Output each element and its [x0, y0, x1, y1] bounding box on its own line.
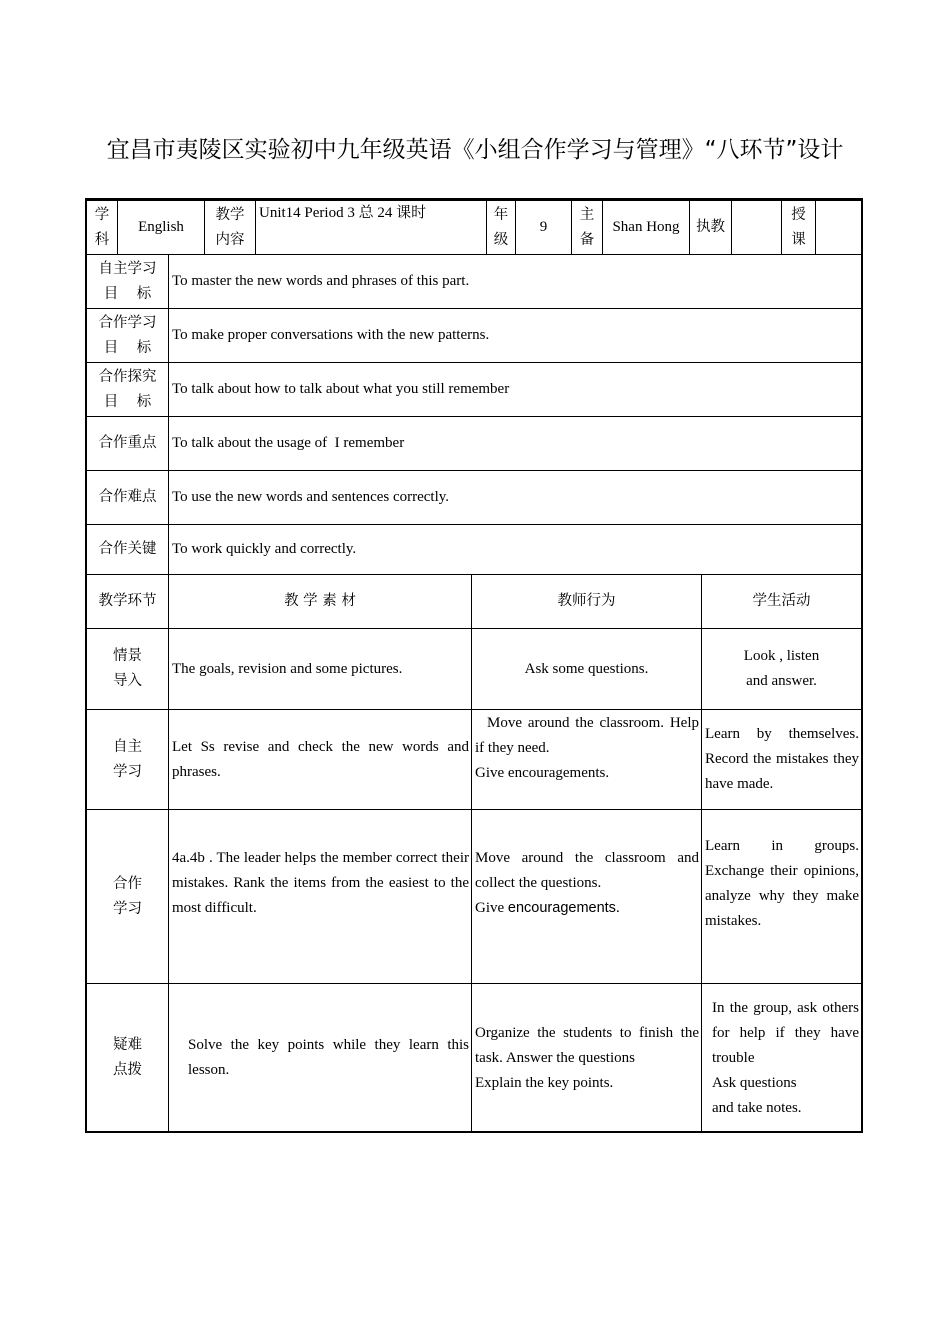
stage-material-cell [168, 709, 472, 810]
stage-teacher-cell [471, 983, 702, 1133]
stage-material-cell [168, 809, 472, 984]
stage-teacher: Move around the classroom. Help if they need. [475, 715, 699, 756]
stage-material: 4a.4b . The leader helps the member correct their mistakes. Rank the items from the easiest to the most difficult. [172, 850, 469, 916]
stage-material: Let Ss revise and check the new words and phrases. [172, 738, 469, 780]
stage-label: 自主 学习 [86, 709, 169, 810]
stage-teacher: Give encouragements. [475, 765, 610, 781]
goal-text: To talk about the usage of I remember [168, 416, 862, 471]
goal-text: To make proper conversations with the new patterns. [168, 308, 862, 363]
stage-student-cell [701, 809, 862, 984]
goal-label: 合作重点 [86, 416, 169, 471]
grade-value: 9 [515, 200, 572, 255]
column-header-student: 学生活动 [701, 574, 862, 629]
stage-teacher: Explain the key points. [475, 1075, 614, 1091]
stage-teacher: Organize the students to finish the task. Answer the questions [475, 1025, 699, 1066]
stage-teacher: encouragements [507, 900, 616, 916]
page-title: 宜昌市夷陵区实验初中九年级英语《小组合作学习与管理》“八环节”设计 [106, 137, 844, 163]
content-label: 教学 内容 [204, 200, 256, 255]
goal-label: 合作关键 [86, 524, 169, 575]
teacher-label: 执教 [689, 200, 732, 255]
stage-teacher-cell [471, 709, 702, 810]
column-header-material: 教 学 素 材 [168, 574, 472, 629]
teach-value [815, 200, 862, 255]
stage-student: Ask questions [712, 1075, 797, 1091]
stage-student: Look , listen and answer. [701, 628, 862, 710]
stage-student: Learn by themselves. Record the mistakes they have made. [705, 726, 859, 792]
goal-label: 合作难点 [86, 470, 169, 525]
stage-label: 情景 导入 [86, 628, 169, 710]
column-header-teacher: 教师行为 [471, 574, 702, 629]
teach-label: 授 课 [781, 200, 816, 255]
goal-label: 自主学习 目 标 [86, 254, 169, 309]
lead-label: 主 备 [571, 200, 603, 255]
teacher-value [731, 200, 782, 255]
goal-text: To work quickly and correctly. [168, 524, 862, 575]
content-value: Unit14 Period 3 总 24 课时 [255, 200, 487, 255]
goal-label: 合作探究 目 标 [86, 362, 169, 417]
grade-label: 年 级 [486, 200, 516, 255]
stage-teacher-line [475, 896, 699, 921]
stage-student: Learn in groups. Exchange their opinions, analyze why they make mistakes. [705, 838, 859, 929]
stage-student-cell [701, 709, 862, 810]
stage-label: 疑难 点拨 [86, 983, 169, 1133]
stage-teacher: Move around the classroom and collect the questions. [475, 850, 699, 891]
subject-value: English [117, 200, 205, 255]
subject-label: 学 科 [86, 200, 118, 255]
stage-student: and take notes. [712, 1100, 802, 1116]
stage-label: 合作 学习 [86, 809, 169, 984]
goal-text: To talk about how to talk about what you still remember [168, 362, 862, 417]
stage-teacher: Give [475, 900, 508, 916]
goal-label: 合作学习 目 标 [86, 308, 169, 363]
stage-teacher: Ask some questions. [471, 628, 702, 710]
stage-teacher: . [615, 900, 620, 916]
stage-material: The goals, revision and some pictures. [168, 628, 472, 710]
stage-student-cell [701, 983, 862, 1133]
stage-material-cell [168, 983, 472, 1133]
stage-student: In the group, ask others for help if they have trouble [712, 1000, 859, 1066]
goal-text: To master the new words and phrases of this part. [168, 254, 862, 309]
stage-teacher-cell [471, 809, 702, 984]
goal-text: To use the new words and sentences correctly. [168, 470, 862, 525]
lead-value: Shan Hong [602, 200, 690, 255]
stage-material: Solve the key points while they learn this lesson. [188, 1037, 469, 1078]
column-header-stage: 教学环节 [86, 574, 169, 629]
